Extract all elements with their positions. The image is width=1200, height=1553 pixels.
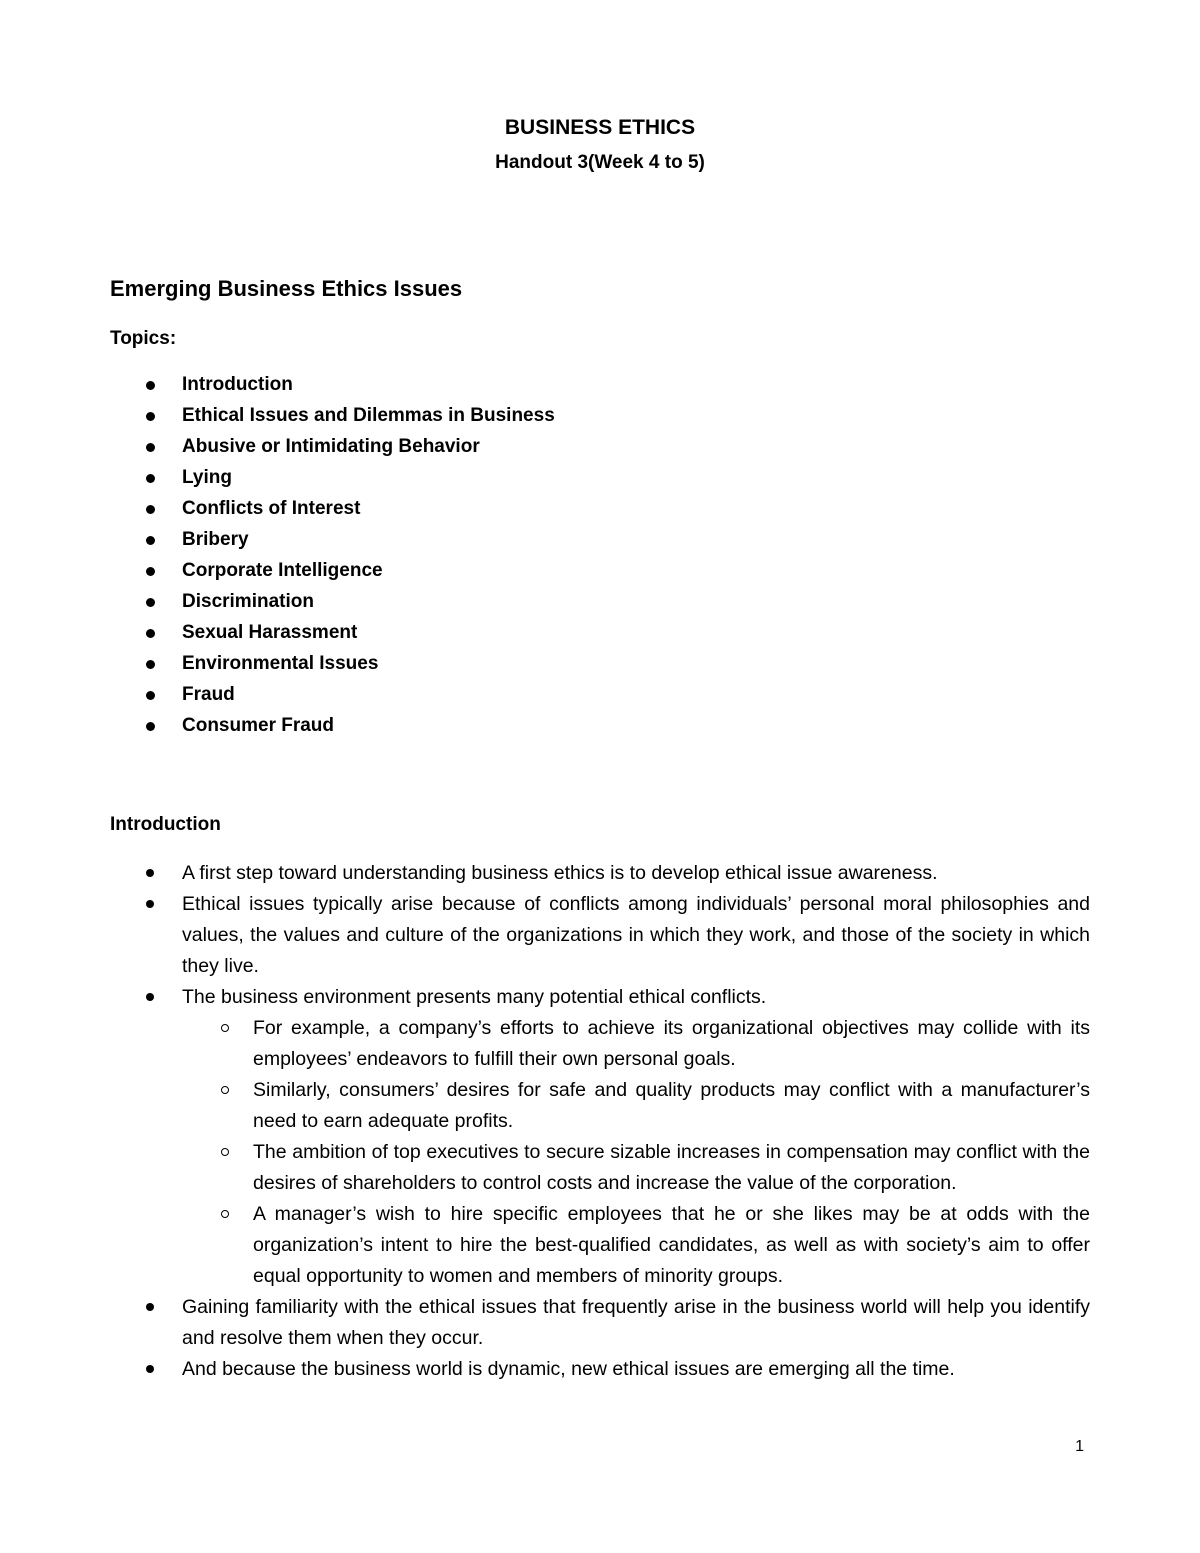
topic-label: Introduction — [182, 374, 293, 395]
list-item — [110, 858, 1090, 889]
bullet-icon — [146, 412, 155, 421]
topic-item — [110, 434, 555, 465]
topic-item — [110, 465, 555, 496]
hollow-bullet-icon — [221, 1148, 229, 1156]
topic-item — [110, 713, 555, 744]
bullet-icon — [146, 567, 155, 576]
topic-label: Conflicts of Interest — [182, 498, 361, 519]
topic-item — [110, 682, 555, 713]
paragraph-text: For example, a company’s efforts to achieve its organizational objectives may collide with its employees’ endeavors to fulfill their own personal goals. — [253, 1017, 1090, 1070]
introduction-list — [110, 858, 1090, 1385]
paragraph-text: The ambition of top executives to secure sizable increases in compensation may conflict with the desires of shareholders to control costs and increase the value of the corporation. — [253, 1141, 1090, 1194]
topic-item — [110, 372, 555, 403]
topic-item — [110, 651, 555, 682]
topic-label: Bribery — [182, 529, 249, 550]
bullet-icon — [146, 505, 155, 514]
bullet-icon — [146, 1303, 154, 1311]
bullet-icon — [146, 993, 154, 1001]
hollow-bullet-icon — [221, 1086, 229, 1094]
bullet-icon — [146, 869, 154, 877]
topics-label: Topics: — [110, 328, 177, 349]
document-title: BUSINESS ETHICS — [504, 116, 696, 139]
bullet-icon — [146, 443, 155, 452]
list-item — [110, 982, 1090, 1292]
introduction-heading: Introduction — [110, 814, 221, 835]
page-number: 1 — [1075, 1438, 1084, 1455]
bullet-icon — [146, 474, 155, 483]
topics-list — [110, 372, 555, 744]
bullet-icon — [146, 691, 155, 700]
bullet-icon — [146, 629, 155, 638]
paragraph-text: A first step toward understanding business ethics is to develop ethical issue awareness. — [182, 862, 938, 884]
topic-item — [110, 496, 555, 527]
topic-item — [110, 527, 555, 558]
topic-label: Discrimination — [182, 591, 314, 612]
paragraph-text: Similarly, consumers’ desires for safe and quality products may conflict with a manufacturer’s need to earn adequate profits. — [253, 1079, 1090, 1132]
bullet-icon — [146, 722, 155, 731]
topic-label: Fraud — [182, 684, 235, 705]
bullet-icon — [146, 598, 155, 607]
bullet-icon — [146, 381, 155, 390]
topic-label: Corporate Intelligence — [182, 560, 383, 581]
topic-item — [110, 589, 555, 620]
topic-item — [110, 620, 555, 651]
bullet-icon — [146, 660, 155, 669]
topic-label: Abusive or Intimidating Behavior — [182, 436, 480, 457]
sub-list-item — [182, 1199, 1090, 1292]
topic-item — [110, 403, 555, 434]
sub-list-item — [182, 1075, 1090, 1137]
paragraph-text: The business environment presents many potential ethical conflicts. — [182, 986, 767, 1008]
topic-label: Environmental Issues — [182, 653, 379, 674]
bullet-icon — [146, 900, 154, 908]
bullet-icon — [146, 536, 155, 545]
topic-item — [110, 558, 555, 589]
topic-label: Lying — [182, 467, 232, 488]
list-item — [110, 889, 1090, 982]
paragraph-text: Ethical issues typically arise because of conflicts among individuals’ personal moral philosophies and values, the values and culture of the organizations in which they work, and those of the society in which they live. — [182, 893, 1090, 977]
list-item — [110, 1354, 1090, 1385]
main-heading: Emerging Business Ethics Issues — [110, 276, 463, 301]
topic-label: Ethical Issues and Dilemmas in Business — [182, 405, 555, 426]
document-subtitle: Handout 3(Week 4 to 5) — [495, 152, 705, 173]
sub-list-item — [182, 1137, 1090, 1199]
bullet-icon — [146, 1365, 154, 1373]
sub-list-item — [182, 1013, 1090, 1075]
hollow-bullet-icon — [221, 1024, 229, 1032]
hollow-bullet-icon — [221, 1210, 229, 1218]
paragraph-text: And because the business world is dynamic, new ethical issues are emerging all the time. — [182, 1358, 955, 1380]
topic-label: Sexual Harassment — [182, 622, 358, 643]
topic-label: Consumer Fraud — [182, 715, 335, 736]
paragraph-text: Gaining familiarity with the ethical issues that frequently arise in the business world will help you identify and resolve them when they occur. — [182, 1296, 1090, 1349]
list-item — [110, 1292, 1090, 1354]
paragraph-text: A manager’s wish to hire specific employees that he or she likes may be at odds with the organization’s intent to hire the best-qualified candidates, as well as with society’s aim to offer equal opportunity to women and members of minority groups. — [253, 1203, 1090, 1287]
sub-list — [182, 1013, 1090, 1292]
